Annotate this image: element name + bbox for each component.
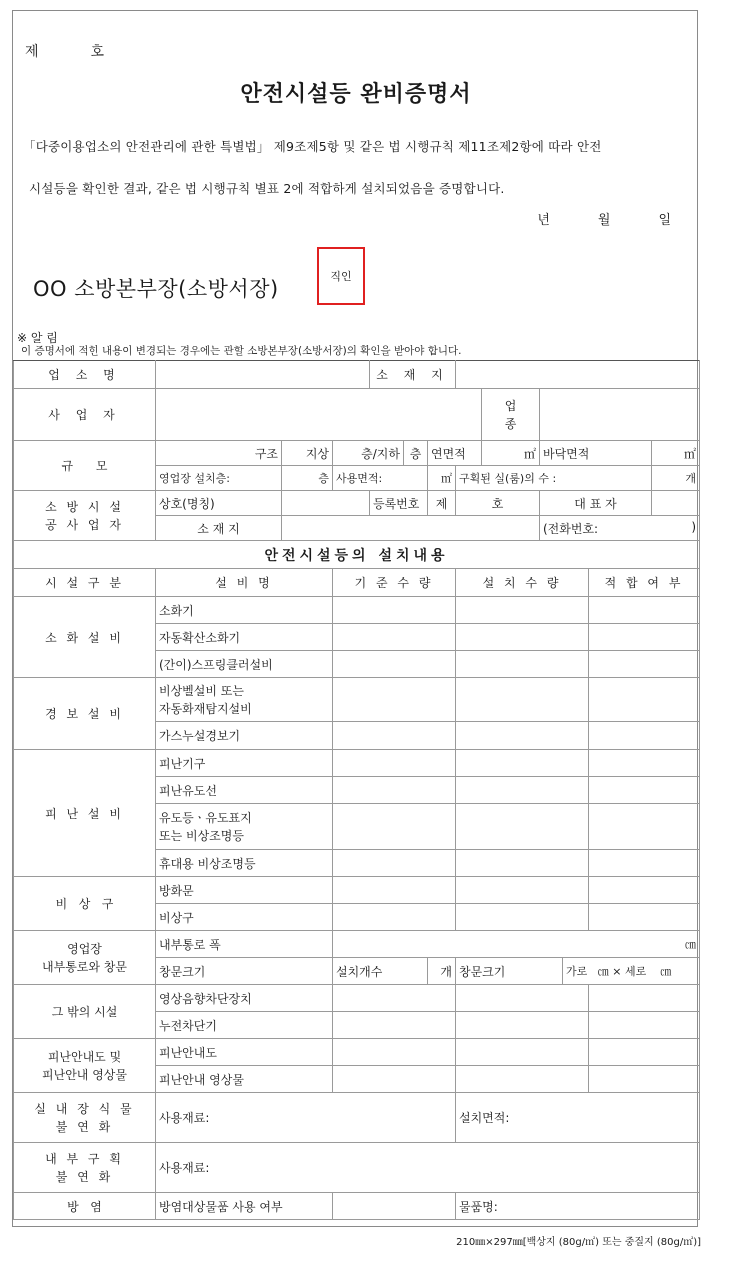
representative-label: 대 표 자 — [540, 491, 652, 516]
category-evacuation: 피 난 설 비 — [14, 750, 156, 877]
standard-qty[interactable] — [333, 1039, 456, 1066]
equipment-name: 소화기 — [156, 597, 333, 624]
category-partition-fireproof: 내 부 구 획 불 연 화 — [14, 1143, 156, 1193]
standard-qty[interactable] — [333, 597, 456, 624]
floor-area-label: 바닥면적 — [540, 441, 652, 466]
standard-qty[interactable] — [333, 1066, 456, 1093]
installed-qty[interactable] — [456, 597, 589, 624]
col-category: 시 설 구 분 — [14, 569, 156, 597]
col-compliance: 적 합 여 부 — [589, 569, 700, 597]
category-fire-extinguishing: 소 화 설 비 — [14, 597, 156, 678]
equipment-name: 휴대용 비상조명등 — [156, 850, 333, 877]
compliance[interactable] — [589, 850, 700, 877]
notice-title: ※ 알 림 — [17, 331, 58, 345]
official-seal: 직인 — [317, 247, 365, 305]
floors-above-label: 지상 — [282, 441, 333, 466]
install-section-title: 안전시설등의 설치내용 — [14, 541, 700, 569]
compliance[interactable] — [589, 722, 700, 750]
installed-floor-unit: 층 — [282, 466, 333, 491]
installed-qty[interactable] — [456, 850, 589, 877]
standard-qty[interactable] — [333, 804, 456, 850]
window-size-label: 창문크기 — [156, 958, 333, 985]
compliance[interactable] — [589, 877, 700, 904]
issuing-official: OO 소방본부장(소방서장) — [33, 277, 279, 301]
category-alarm: 경 보 설 비 — [14, 678, 156, 750]
equipment-name: 피난기구 — [156, 750, 333, 777]
installed-qty[interactable] — [456, 985, 589, 1012]
installed-qty[interactable] — [456, 904, 589, 931]
col-standard: 기 준 수 량 — [333, 569, 456, 597]
operator-field[interactable] — [156, 389, 482, 441]
category-flameproof: 방 염 — [14, 1193, 156, 1220]
compliance[interactable] — [589, 1066, 700, 1093]
flameproof-item-name[interactable]: 물품명: — [456, 1193, 700, 1220]
equipment-name: 영상음향차단장치 — [156, 985, 333, 1012]
compliance[interactable] — [589, 624, 700, 651]
category-evacuation-guide: 피난안내도 및 피난안내 영상물 — [14, 1039, 156, 1093]
standard-qty[interactable] — [333, 1012, 456, 1039]
rooms-count-unit: 개 — [652, 466, 700, 491]
category-interior-fireproof: 실 내 장 식 물 불 연 화 — [14, 1093, 156, 1143]
compliance[interactable] — [589, 777, 700, 804]
business-name-label: 업 소 명 — [14, 361, 156, 389]
notice-body: 이 증명서에 적힌 내용이 변경되는 경우에는 관할 소방본부장(소방서장)의 확인을 받아야 합니다. — [21, 345, 462, 357]
floors-below-label: 층/지하 — [333, 441, 404, 466]
interior-material[interactable]: 사용재료: — [156, 1093, 456, 1143]
installed-qty[interactable] — [456, 750, 589, 777]
compliance[interactable] — [589, 750, 700, 777]
standard-qty[interactable] — [333, 985, 456, 1012]
flameproof-usage-label: 방염대상물품 사용 여부 — [156, 1193, 333, 1220]
col-equipment: 설 비 명 — [156, 569, 333, 597]
compliance[interactable] — [589, 1012, 700, 1039]
equipment-name: 피난안내도 — [156, 1039, 333, 1066]
total-area-label: 연면적 — [428, 441, 482, 466]
equipment-name: 비상벨설비 또는 자동화재탐지설비 — [156, 678, 333, 722]
document-title: 안전시설등 완비증명서 — [240, 82, 472, 107]
equipment-name: 자동확산소화기 — [156, 624, 333, 651]
window-size-label-2: 창문크기 — [456, 958, 563, 985]
certificate-form-table — [13, 360, 700, 1220]
equipment-name: 유도등ㆍ유도표지 또는 비상조명등 — [156, 804, 333, 850]
compliance[interactable] — [589, 597, 700, 624]
equipment-name: 비상구 — [156, 904, 333, 931]
installed-qty[interactable] — [456, 1039, 589, 1066]
compliance[interactable] — [589, 985, 700, 1012]
compliance[interactable] — [589, 904, 700, 931]
floor-unit: 층 — [404, 441, 428, 466]
installed-qty[interactable] — [456, 777, 589, 804]
installed-qty[interactable] — [456, 624, 589, 651]
flameproof-usage-field[interactable] — [333, 1193, 456, 1220]
compliance[interactable] — [589, 804, 700, 850]
trade-name-field[interactable] — [282, 491, 370, 516]
standard-qty[interactable] — [333, 624, 456, 651]
installed-qty[interactable] — [456, 722, 589, 750]
trade-name-label: 상호(명칭) — [156, 491, 282, 516]
equipment-name: 누전차단기 — [156, 1012, 333, 1039]
usage-area-label: 사용면적: — [333, 466, 428, 491]
standard-qty[interactable] — [333, 777, 456, 804]
equipment-name: 방화문 — [156, 877, 333, 904]
document-number: 제 호 — [25, 44, 105, 60]
category-other: 그 밖의 시설 — [14, 985, 156, 1039]
installed-floor-label: 영업장 설치층: — [156, 466, 282, 491]
industry-label: 업 종 — [482, 389, 540, 441]
rooms-count-label: 구획된 실(룸)의 수 : — [456, 466, 652, 491]
category-passage-window: 영업장 내부통로와 창문 — [14, 931, 156, 985]
intro-line-1: 「다중이용업소의 안전관리에 관한 특별법」 제9조제5항 및 같은 법 시행규칙 제11조제2항에 따라 안전 — [23, 139, 602, 154]
location-field[interactable] — [456, 361, 700, 389]
installed-qty[interactable] — [456, 1012, 589, 1039]
compliance[interactable] — [589, 651, 700, 678]
operator-label: 사 업 자 — [14, 389, 156, 441]
location-label: 소 재 지 — [370, 361, 456, 389]
contractor-location-label: 소 재 지 — [156, 516, 282, 541]
intro-line-2: 시설등을 확인한 결과, 같은 법 시행규칙 별표 2에 적합하게 설치되었음을 증명합니다. — [29, 181, 505, 196]
phone-number: (전화번호: ) — [540, 516, 700, 541]
standard-qty[interactable] — [333, 750, 456, 777]
compliance[interactable] — [589, 678, 700, 722]
reg-no-ho: 호 — [456, 491, 540, 516]
total-area-unit: ㎡ — [482, 441, 540, 466]
equipment-name: 피난유도선 — [156, 777, 333, 804]
standard-qty[interactable] — [333, 850, 456, 877]
reg-no-label: 등록번호 — [370, 491, 428, 516]
category-emergency-exit: 비 상 구 — [14, 877, 156, 931]
industry-field[interactable] — [540, 389, 700, 441]
floor-area-unit: ㎡ — [652, 441, 700, 466]
structure-label: 구조 — [156, 441, 282, 466]
passage-width-field[interactable]: ㎝ — [333, 931, 700, 958]
interior-install-area[interactable]: 설치면적: — [456, 1093, 700, 1143]
installed-qty[interactable] — [456, 651, 589, 678]
equipment-name: 피난안내 영상물 — [156, 1066, 333, 1093]
compliance[interactable] — [589, 1039, 700, 1066]
installed-qty[interactable] — [456, 804, 589, 850]
col-installed: 설 치 수 량 — [456, 569, 589, 597]
install-count-label: 설치개수 — [333, 958, 428, 985]
window-dimensions[interactable]: 가로 ㎝ × 세로 ㎝ — [563, 958, 700, 985]
scale-label: 규 모 — [14, 441, 156, 491]
representative-field[interactable] — [652, 491, 700, 516]
passage-width-label: 내부통로 폭 — [156, 931, 333, 958]
contractor-label: 소 방 시 설 공 사 업 자 — [14, 491, 156, 541]
equipment-name: 가스누설경보기 — [156, 722, 333, 750]
equipment-name: (간이)스프링클러설비 — [156, 651, 333, 678]
standard-qty[interactable] — [333, 877, 456, 904]
standard-qty[interactable] — [333, 722, 456, 750]
usage-area-unit: ㎡ — [428, 466, 456, 491]
contractor-location-field[interactable] — [282, 516, 540, 541]
partition-material[interactable]: 사용재료: — [156, 1143, 700, 1193]
installed-qty[interactable] — [456, 1066, 589, 1093]
standard-qty[interactable] — [333, 651, 456, 678]
standard-qty[interactable] — [333, 904, 456, 931]
certificate-page — [12, 10, 698, 1227]
installed-qty[interactable] — [456, 877, 589, 904]
install-count-unit: 개 — [428, 958, 456, 985]
issue-date: 년 월 일 — [537, 213, 671, 228]
reg-no-je: 제 — [428, 491, 456, 516]
business-name-field[interactable] — [156, 361, 370, 389]
paper-spec-footer: 210㎜×297㎜[백상지 (80g/㎡) 또는 중질지 (80g/㎡)] — [456, 1237, 701, 1248]
standard-qty[interactable] — [333, 678, 456, 722]
installed-qty[interactable] — [456, 678, 589, 722]
